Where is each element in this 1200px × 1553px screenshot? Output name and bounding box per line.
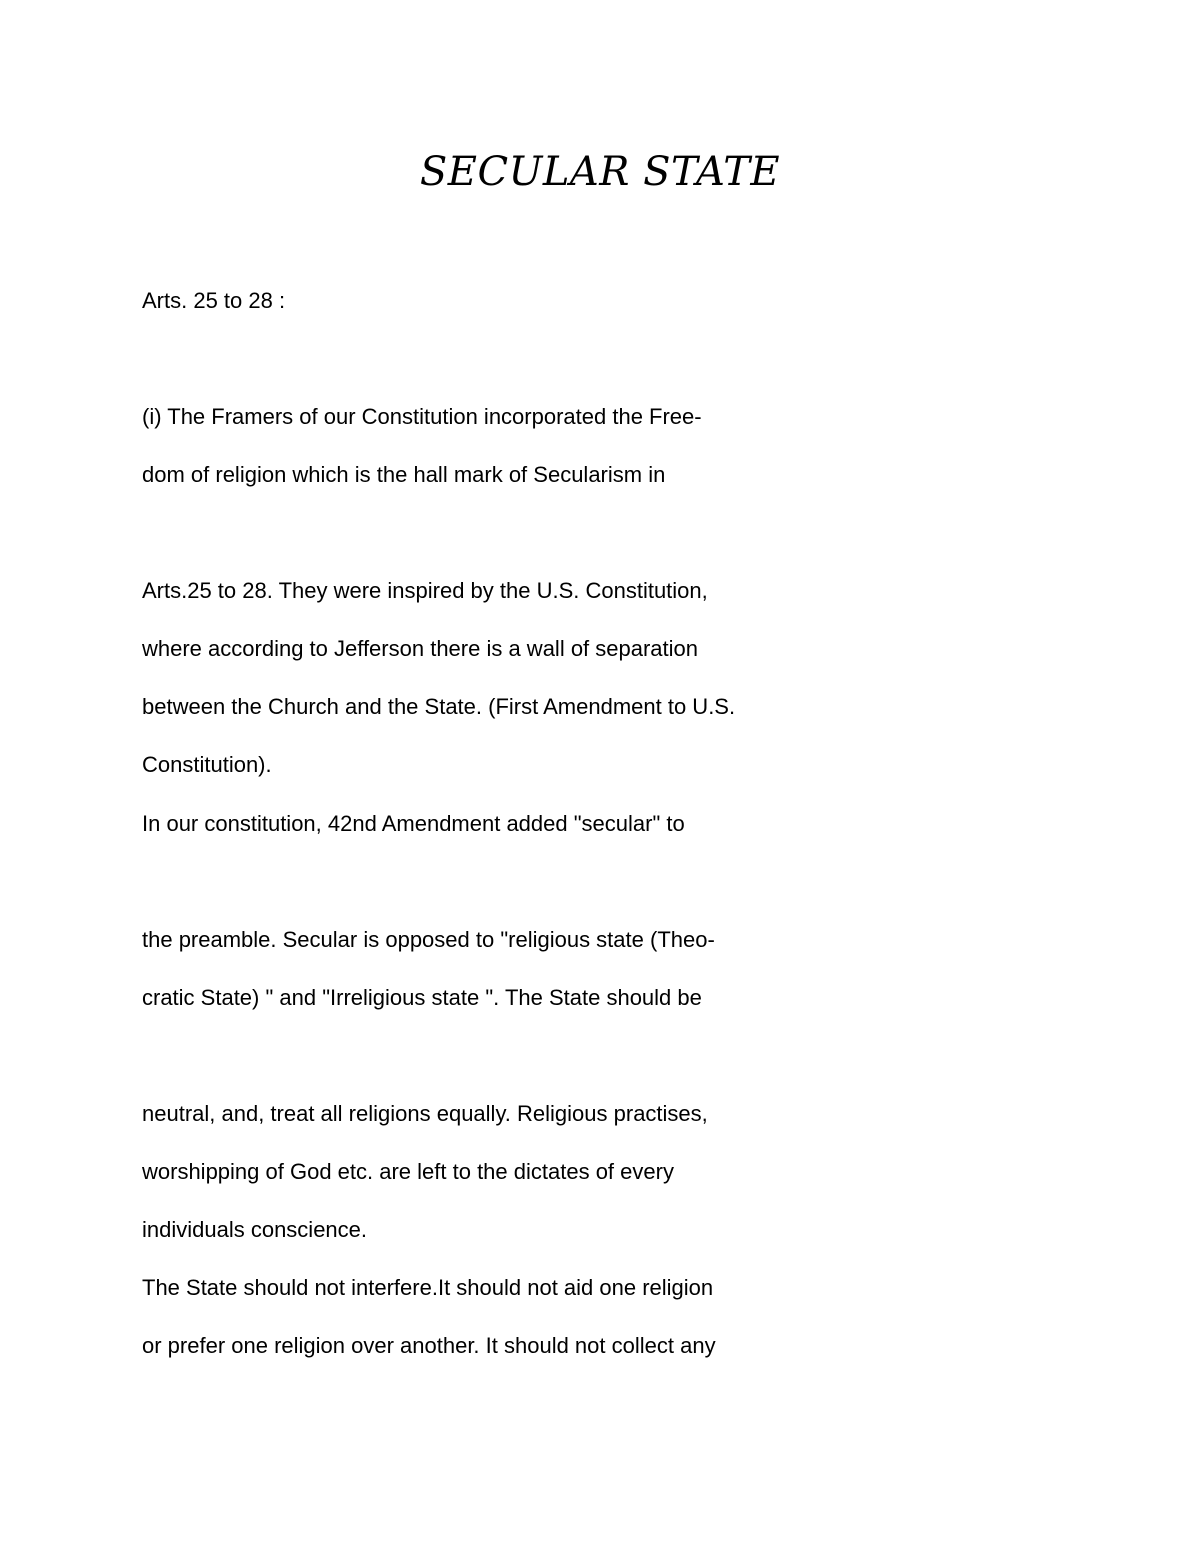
text-line-13: individuals conscience. (142, 1217, 368, 1242)
text-line-10: cratic State) " and "Irreligious state ". The State should be (142, 985, 702, 1010)
text-line-9: the preamble. Secular is opposed to "religious state (Theo- (142, 927, 715, 952)
text-line-7: Constitution). (142, 752, 272, 777)
text-line-4: Arts.25 to 28. They were inspired by the U.S. Constitution, (142, 578, 708, 603)
text-line-6: between the Church and the State. (First Amendment to U.S. (142, 694, 736, 719)
text-line-15: or prefer one religion over another. It should not collect any (142, 1333, 716, 1358)
text-line-11: neutral, and, treat all religions equally. Religious practises, (142, 1101, 708, 1126)
text-line-14: The State should not interfere.It should not aid one religion (142, 1275, 714, 1300)
document-title: SECULAR STATE (419, 149, 781, 195)
text-line-5: where according to Jefferson there is a wall of separation (142, 636, 699, 661)
text-line-8: In our constitution, 42nd Amendment added "secular" to (142, 811, 685, 836)
text-line-1: Arts. 25 to 28 : (142, 288, 286, 313)
text-line-3: dom of religion which is the hall mark of Secularism in (142, 462, 666, 487)
text-line-12: worshipping of God etc. are left to the dictates of every (142, 1159, 674, 1184)
text-line-2: (i) The Framers of our Constitution incorporated the Free- (142, 404, 702, 429)
